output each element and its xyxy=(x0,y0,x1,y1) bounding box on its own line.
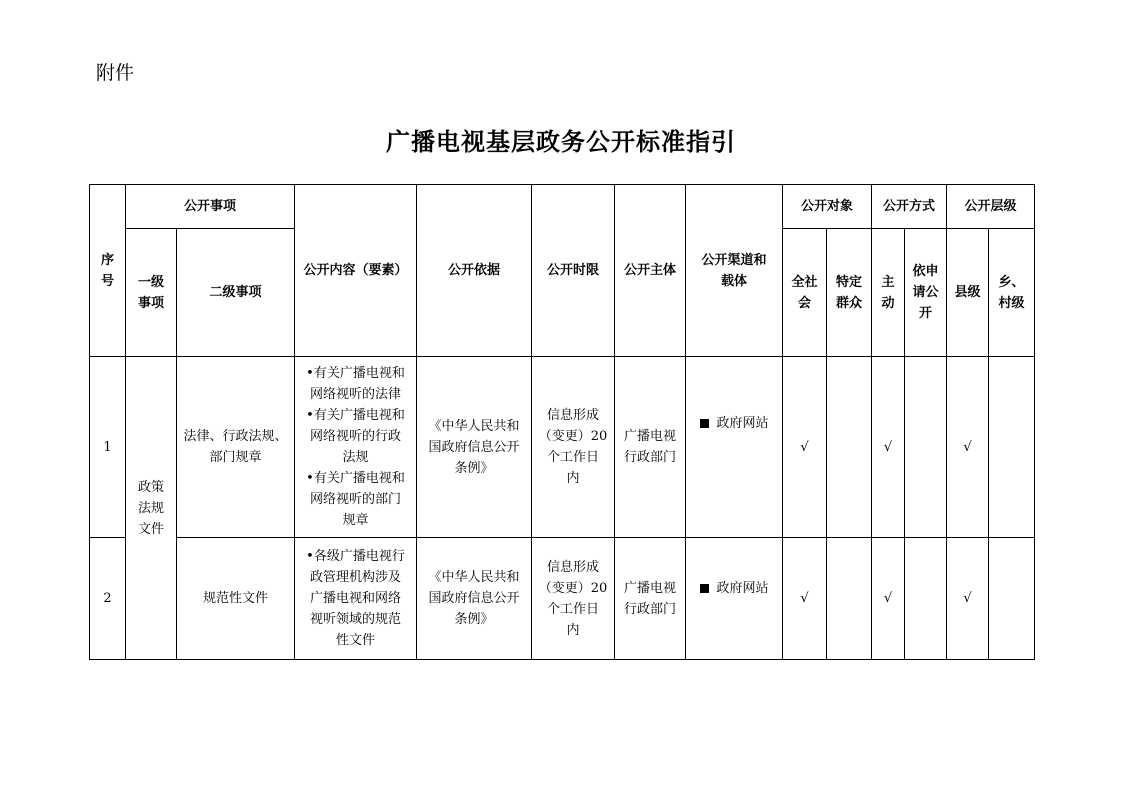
header-deadline: 公开时限 xyxy=(532,185,615,357)
row-deadline xyxy=(532,538,615,660)
row-channel-text: 政府网站 xyxy=(716,416,769,431)
row-method-active: √ xyxy=(872,357,905,538)
row-basis-line: 条例》 xyxy=(454,612,494,627)
row-content-line: •各级广播电视行 xyxy=(306,549,405,564)
row-level-county: √ xyxy=(947,357,989,538)
header-content: 公开内容（要素） xyxy=(295,185,417,357)
row-deadline-line: 个工作日 xyxy=(547,601,600,617)
row-content-line: 网络视听的行政 xyxy=(310,429,402,444)
row-channel xyxy=(686,538,783,660)
filled-square-icon xyxy=(700,584,709,593)
row-deadline xyxy=(532,357,615,538)
row-level2-line: 部门规章 xyxy=(209,450,262,465)
header-level-town-line: 乡、 xyxy=(998,274,1025,290)
row-basis xyxy=(417,538,532,660)
header-audience-all xyxy=(783,229,827,357)
header-method-request-line: 依申 xyxy=(912,264,939,279)
row-content-line: 规章 xyxy=(342,513,369,528)
row-subject-line: 行政部门 xyxy=(624,601,677,617)
level1-category-line: 政策 xyxy=(137,479,164,495)
header-method-request-line: 请公 xyxy=(912,285,939,300)
header-row-groups xyxy=(90,185,1035,229)
row-basis-line: 国政府信息公开 xyxy=(428,591,520,606)
row-channel xyxy=(686,357,783,538)
row-channel-text: 政府网站 xyxy=(716,581,769,596)
row-seq: 1 xyxy=(90,357,126,538)
header-level1-line: 一级 xyxy=(137,274,164,290)
row-method-request xyxy=(905,538,947,660)
row-content-line: 网络视听的法律 xyxy=(310,387,402,402)
row-subject-line: 行政部门 xyxy=(624,450,677,465)
row-basis-line: 条例》 xyxy=(454,460,494,476)
level1-category-line: 文件 xyxy=(137,521,164,537)
row-content-line: 网络视听的部门 xyxy=(310,492,402,507)
header-audience-group: 公开对象 xyxy=(783,185,872,229)
row-level-town xyxy=(989,357,1035,538)
row-audience-specific xyxy=(827,538,872,660)
header-level2: 二级事项 xyxy=(177,229,295,357)
header-channel-line: 公开渠道和 xyxy=(701,252,767,268)
header-seq-line: 号 xyxy=(100,273,114,289)
header-method-request xyxy=(905,229,947,357)
header-seq xyxy=(90,185,126,357)
row-channel-entry xyxy=(700,578,769,599)
row-content-line: 视听领域的规范 xyxy=(310,612,402,627)
row-deadline-line: 信息形成 xyxy=(547,408,600,423)
header-level-town xyxy=(989,229,1035,357)
document-title: 广播电视基层政务公开标准指引 xyxy=(386,127,736,156)
header-audience-specific xyxy=(827,229,872,357)
row-level2-line: 规范性文件 xyxy=(203,591,269,606)
header-audience-all-line: 会 xyxy=(798,295,812,311)
header-channel-line: 载体 xyxy=(721,273,748,289)
row-seq: 2 xyxy=(90,538,126,660)
header-level-county: 县级 xyxy=(947,229,989,357)
row-basis-line: 国政府信息公开 xyxy=(428,439,520,455)
row-level-town xyxy=(989,538,1035,660)
header-method-active-line: 动 xyxy=(881,295,895,311)
row-method-active: √ xyxy=(872,538,905,660)
row-deadline-line: 信息形成 xyxy=(547,559,600,575)
header-audience-specific-line: 群众 xyxy=(836,295,863,311)
row-content-line: •有关广播电视和 xyxy=(306,408,405,423)
header-level1 xyxy=(126,229,177,357)
row-audience-all: √ xyxy=(783,538,827,660)
row-audience-all: √ xyxy=(783,357,827,538)
header-seq-line: 序 xyxy=(100,252,114,268)
table-row xyxy=(90,357,1035,538)
table-row xyxy=(90,538,1035,660)
row-content-line: 政管理机构涉及 xyxy=(310,570,402,585)
row-level-county: √ xyxy=(947,538,989,660)
row-basis xyxy=(417,357,532,538)
header-method-group: 公开方式 xyxy=(872,185,947,229)
row-method-request xyxy=(905,357,947,538)
row-subject-line: 广播电视 xyxy=(624,580,677,596)
disclosure-standard-table xyxy=(89,184,1035,660)
row-level2 xyxy=(177,538,295,660)
header-level-town-line: 村级 xyxy=(998,295,1025,311)
row-deadline-line: （变更）20 xyxy=(538,580,608,596)
level1-category-line: 法规 xyxy=(137,500,164,516)
row-channel-entry xyxy=(700,413,769,434)
row-deadline-line: 内 xyxy=(566,622,580,638)
row-basis-line: 《中华人民共和 xyxy=(428,418,520,434)
header-basis: 公开依据 xyxy=(417,185,532,357)
row-deadline-line: 个工作日 xyxy=(547,450,600,465)
attachment-label: 附件 xyxy=(96,62,135,84)
row-content xyxy=(295,357,417,538)
row-level2 xyxy=(177,357,295,538)
row-subject xyxy=(615,538,686,660)
row-subject xyxy=(615,357,686,538)
row-content-line: •有关广播电视和 xyxy=(306,471,405,486)
row-audience-specific xyxy=(827,357,872,538)
filled-square-icon xyxy=(700,419,709,428)
row-content-line: 性文件 xyxy=(336,633,376,648)
header-method-request-line: 开 xyxy=(919,306,933,321)
row-content-line: •有关广播电视和 xyxy=(306,366,405,381)
header-level1-line: 事项 xyxy=(137,295,164,311)
header-method-active-line: 主 xyxy=(881,274,895,290)
header-channel xyxy=(686,185,783,357)
row-deadline-line: 内 xyxy=(566,471,580,486)
row-deadline-line: （变更）20 xyxy=(538,429,608,444)
row-level2-line: 法律、行政法规、 xyxy=(183,429,288,444)
row-content-line: 法规 xyxy=(342,450,369,465)
header-items-group: 公开事项 xyxy=(126,185,295,229)
row-content-line: 广播电视和网络 xyxy=(310,591,402,606)
row-subject-line: 广播电视 xyxy=(624,429,677,444)
header-method-active xyxy=(872,229,905,357)
row-basis-line: 《中华人民共和 xyxy=(428,570,520,585)
row-content xyxy=(295,538,417,660)
level1-category xyxy=(126,357,177,660)
header-audience-specific-line: 特定 xyxy=(836,274,863,290)
header-audience-all-line: 全社 xyxy=(791,274,818,290)
header-level-group: 公开层级 xyxy=(947,185,1035,229)
header-subject: 公开主体 xyxy=(615,185,686,357)
